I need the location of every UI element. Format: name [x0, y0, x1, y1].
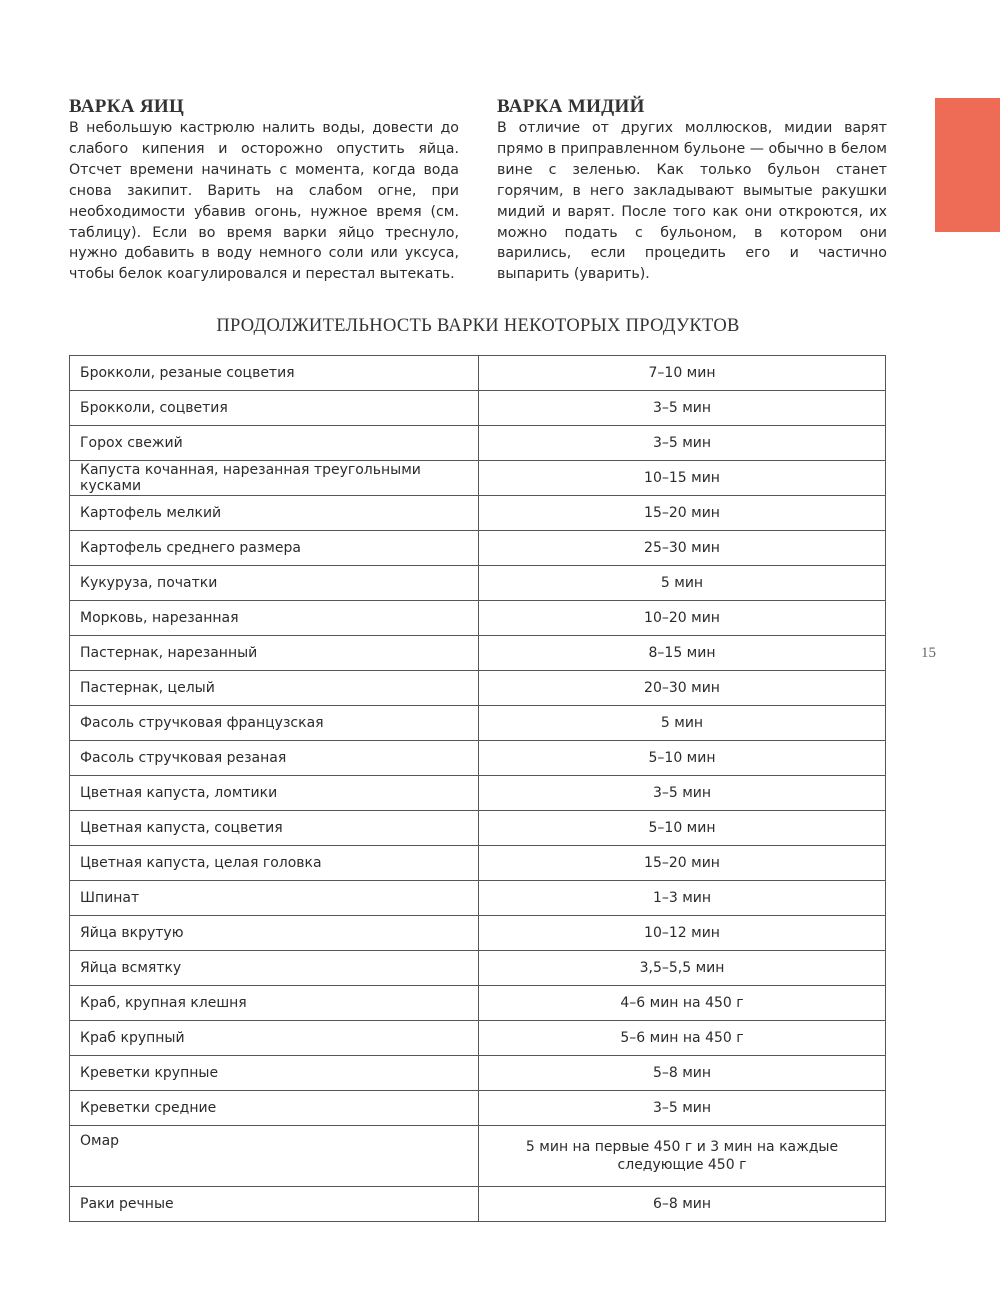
- cooking-time-cell: 5 мин: [479, 706, 886, 741]
- product-name-cell: Горох свежий: [70, 426, 479, 461]
- cooking-time-cell: 1–3 мин: [479, 881, 886, 916]
- product-name-cell: Пастернак, нарезанный: [70, 636, 479, 671]
- table-row: [70, 601, 886, 636]
- product-name-cell: Шпинат: [70, 881, 479, 916]
- section-text: В отличие от других моллюсков, мидии варят прямо в приправленном бульоне — обычно в белом вине с зеленью. Как только бульон станет горячим, в него закладывают вымытые ракушки мидий и варят. После того как они откроются, их можно подать с бульоном, в котором они варились, если процедить его и частично выпарить (уварить).: [497, 120, 887, 283]
- cooking-time-cell: 5–8 мин: [479, 1056, 886, 1091]
- product-name-cell: Капуста кочанная, нарезанная треугольными кусками: [70, 461, 479, 496]
- cooking-time-cell: 20–30 мин: [479, 671, 886, 706]
- product-name-cell: Креветки крупные: [70, 1056, 479, 1091]
- cooking-time-cell: 25–30 мин: [479, 531, 886, 566]
- table-row: [70, 671, 886, 706]
- product-name-cell: Раки речные: [70, 1187, 479, 1222]
- table-row: [70, 811, 886, 846]
- cooking-time-cell: 10–20 мин: [479, 601, 886, 636]
- cooking-time-cell: 7–10 мин: [479, 356, 886, 391]
- table-row: [70, 1187, 886, 1222]
- table-row: [70, 706, 886, 741]
- product-name-cell: Цветная капуста, ломтики: [70, 776, 479, 811]
- cooking-time-cell: 15–20 мин: [479, 846, 886, 881]
- table-row: [70, 566, 886, 601]
- table-row: [70, 776, 886, 811]
- accent-tab: [935, 98, 1000, 232]
- product-name-cell: Морковь, нарезанная: [70, 601, 479, 636]
- product-name-cell: Кукуруза, початки: [70, 566, 479, 601]
- page-number: 15: [921, 645, 936, 661]
- product-name-cell: Фасоль стручковая французская: [70, 706, 479, 741]
- product-name-cell: Брокколи, соцветия: [70, 391, 479, 426]
- product-name-cell: Фасоль стручковая резаная: [70, 741, 479, 776]
- table-row: [70, 391, 886, 426]
- product-name-cell: Краб крупный: [70, 1021, 479, 1056]
- product-name-cell: Картофель среднего размера: [70, 531, 479, 566]
- section-heading: ВАРКА ЯИЦ: [69, 96, 185, 117]
- table-row: [70, 1091, 886, 1126]
- table-row: [70, 741, 886, 776]
- table-row: [70, 986, 886, 1021]
- cooking-time-cell: 15–20 мин: [479, 496, 886, 531]
- table-title: ПРОДОЛЖИТЕЛЬНОСТЬ ВАРКИ НЕКОТОРЫХ ПРОДУКТОВ: [216, 316, 740, 336]
- product-name-cell: Краб, крупная клешня: [70, 986, 479, 1021]
- table-row: [70, 461, 886, 496]
- cooking-time-cell: 5–10 мин: [479, 811, 886, 846]
- table-row: [70, 1056, 886, 1091]
- product-name-cell: Цветная капуста, целая головка: [70, 846, 479, 881]
- product-name-cell: Креветки средние: [70, 1091, 479, 1126]
- product-name-cell: Картофель мелкий: [70, 496, 479, 531]
- product-name-cell: Яйца вкрутую: [70, 916, 479, 951]
- product-name-cell: Омар: [70, 1126, 479, 1187]
- cooking-time-cell: 4–6 мин на 450 г: [479, 986, 886, 1021]
- section-heading: ВАРКА МИДИЙ: [497, 96, 645, 117]
- table-row: [70, 1021, 886, 1056]
- cooking-time-cell: 5–10 мин: [479, 741, 886, 776]
- table-row: [70, 636, 886, 671]
- cooking-time-cell: 10–15 мин: [479, 461, 886, 496]
- product-name-cell: Яйца всмятку: [70, 951, 479, 986]
- cooking-time-cell: 5 мин: [479, 566, 886, 601]
- cooking-time-cell: 8–15 мин: [479, 636, 886, 671]
- cooking-time-cell: 3–5 мин: [479, 776, 886, 811]
- product-name-cell: Пастернак, целый: [70, 671, 479, 706]
- cooking-time-cell: 10–12 мин: [479, 916, 886, 951]
- table-row: [70, 1126, 886, 1187]
- cooking-time-cell: 3–5 мин: [479, 426, 886, 461]
- table-row: [70, 881, 886, 916]
- table-row: [70, 951, 886, 986]
- section-egg-boiling: [69, 96, 459, 285]
- section-text: В небольшую кастрюлю налить воды, довести до слабого кипения и осторожно опустить яйца. Отсчет времени начинать с момента, когда вода снова закипит. Варить на слабом огне, при необходимости убавив огонь, нужное время (см. таблицу). Если во время варки яйцо треснуло, нужно добавить в воду немного соли или уксуса, чтобы белок коагулировался и перестал вытекать.: [69, 120, 459, 283]
- table-row: [70, 356, 886, 391]
- table-row: [70, 531, 886, 566]
- cooking-time-cell: 3,5–5,5 мин: [479, 951, 886, 986]
- cooking-time-cell: 3–5 мин: [479, 391, 886, 426]
- table-row: [70, 916, 886, 951]
- table-row: [70, 496, 886, 531]
- table-row: [70, 426, 886, 461]
- section-mussel-boiling: [497, 96, 887, 285]
- cooking-times-table: [69, 355, 886, 1222]
- table-row: [70, 846, 886, 881]
- product-name-cell: Брокколи, резаные соцветия: [70, 356, 479, 391]
- cooking-time-cell: 3–5 мин: [479, 1091, 886, 1126]
- cooking-time-cell: 5 мин на первые 450 г и 3 мин на каждые следующие 450 г: [479, 1126, 886, 1187]
- cooking-time-cell: 5–6 мин на 450 г: [479, 1021, 886, 1056]
- product-name-cell: Цветная капуста, соцветия: [70, 811, 479, 846]
- cooking-time-cell: 6–8 мин: [479, 1187, 886, 1222]
